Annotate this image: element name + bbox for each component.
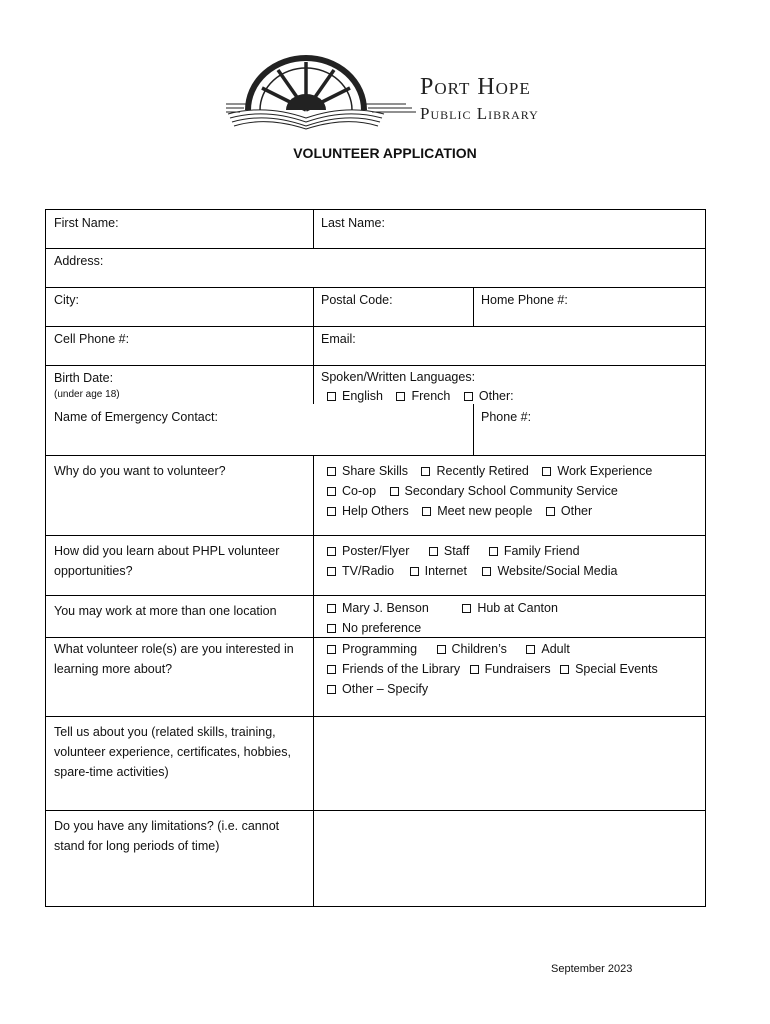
checkbox-share-skills[interactable] bbox=[327, 461, 408, 481]
emergency-contact-field[interactable] bbox=[46, 404, 473, 455]
home-phone-label: Home Phone #: bbox=[481, 293, 568, 307]
checkbox-friends-of-library[interactable] bbox=[327, 659, 460, 679]
postal-code-label: Postal Code: bbox=[321, 293, 393, 307]
option-label: Adult bbox=[541, 642, 570, 656]
emergency-phone-label: Phone #: bbox=[481, 410, 532, 424]
option-label: Secondary School Community Service bbox=[404, 484, 618, 498]
address-label: Address: bbox=[54, 254, 104, 268]
last-name-label: Last Name: bbox=[321, 216, 385, 230]
logo-text-port-hope: Port Hope bbox=[420, 74, 531, 100]
checkbox-secondary-school-service[interactable] bbox=[390, 481, 618, 501]
checkbox-recently-retired[interactable] bbox=[421, 461, 528, 481]
city-label: City: bbox=[54, 293, 79, 307]
option-label: Fundraisers bbox=[484, 662, 551, 676]
page-title: VOLUNTEER APPLICATION bbox=[293, 145, 477, 161]
option-label: Programming bbox=[342, 642, 418, 656]
checkbox-icon bbox=[462, 604, 471, 613]
checkbox-icon bbox=[327, 392, 336, 401]
address-field[interactable] bbox=[46, 248, 705, 287]
checkbox-icon bbox=[327, 467, 336, 476]
checkbox-icon bbox=[489, 547, 498, 556]
about-you-label: Tell us about you (related skills, training, volunteer experience, certificates, hobbies, spare-time activities) bbox=[54, 725, 291, 779]
cell-phone-label: Cell Phone #: bbox=[54, 332, 130, 346]
option-label: Other bbox=[560, 504, 593, 518]
checkbox-fundraisers[interactable] bbox=[470, 659, 551, 679]
why-volunteer-options bbox=[313, 455, 705, 535]
checkbox-other-specify[interactable] bbox=[327, 679, 428, 699]
learn-about-question bbox=[46, 535, 313, 595]
checkbox-adult[interactable] bbox=[526, 639, 570, 659]
why-volunteer-label: Why do you want to volunteer? bbox=[54, 464, 226, 478]
home-phone-field[interactable] bbox=[473, 287, 705, 326]
checkbox-icon bbox=[327, 604, 336, 613]
checkbox-website-social[interactable] bbox=[482, 561, 617, 581]
option-label: Internet bbox=[424, 564, 467, 578]
about-you-question bbox=[46, 716, 313, 810]
checkbox-tv-radio[interactable] bbox=[327, 561, 394, 581]
email-label: Email: bbox=[321, 332, 356, 346]
checkbox-icon bbox=[470, 665, 479, 674]
option-label: Family Friend bbox=[503, 544, 580, 558]
checkbox-icon bbox=[396, 392, 405, 401]
checkbox-icon bbox=[526, 645, 535, 654]
checkbox-icon bbox=[437, 645, 446, 654]
checkbox-icon bbox=[422, 507, 431, 516]
option-label: Friends of the Library bbox=[342, 662, 461, 676]
postal-code-field[interactable] bbox=[313, 287, 473, 326]
first-name-label: First Name: bbox=[54, 216, 119, 230]
option-label: Mary J. Benson bbox=[342, 601, 429, 615]
email-field[interactable] bbox=[313, 326, 705, 365]
checkbox-icon bbox=[482, 567, 491, 576]
checkbox-special-events[interactable] bbox=[560, 659, 658, 679]
option-label: Staff bbox=[443, 544, 470, 558]
checkbox-poster-flyer[interactable] bbox=[327, 541, 409, 561]
checkbox-staff[interactable] bbox=[429, 541, 469, 561]
option-label: Co-op bbox=[342, 484, 377, 498]
limitations-question bbox=[46, 810, 313, 907]
limitations-label: Do you have any limitations? (i.e. cannot stand for long periods of time) bbox=[54, 819, 280, 853]
option-label: Other – Specify bbox=[342, 682, 429, 696]
option-label: TV/Radio bbox=[342, 564, 395, 578]
option-label: Recently Retired bbox=[436, 464, 529, 478]
checkbox-internet[interactable] bbox=[410, 561, 467, 581]
option-label: Website/Social Media bbox=[497, 564, 618, 578]
checkbox-icon bbox=[421, 467, 430, 476]
cell-phone-field[interactable] bbox=[46, 326, 313, 365]
option-label: Special Events bbox=[575, 662, 658, 676]
emergency-contact-label: Name of Emergency Contact: bbox=[54, 410, 218, 424]
city-field[interactable] bbox=[46, 287, 313, 326]
birth-date-note: (under age 18) bbox=[54, 389, 120, 400]
footer-date: September 2023 bbox=[551, 963, 633, 975]
checkbox-help-others[interactable] bbox=[327, 501, 409, 521]
checkbox-co-op[interactable] bbox=[327, 481, 376, 501]
location-question bbox=[46, 595, 313, 637]
about-you-answer[interactable] bbox=[313, 716, 705, 810]
library-logo bbox=[226, 48, 556, 132]
checkbox-icon bbox=[327, 624, 336, 633]
logo-text-public-library: Public Library bbox=[420, 104, 539, 123]
checkbox-icon bbox=[410, 567, 419, 576]
option-label: Children’s bbox=[451, 642, 507, 656]
checkbox-family-friend[interactable] bbox=[489, 541, 580, 561]
checkbox-icon bbox=[464, 392, 473, 401]
option-label: Poster/Flyer bbox=[342, 544, 410, 558]
option-label: No preference bbox=[342, 621, 422, 635]
birth-date-field[interactable] bbox=[46, 365, 313, 404]
limitations-answer[interactable] bbox=[313, 810, 705, 907]
option-label: English bbox=[342, 389, 383, 403]
option-label: Help Others bbox=[342, 504, 409, 518]
checkbox-icon bbox=[327, 487, 336, 496]
checkbox-no-preference[interactable] bbox=[327, 618, 421, 638]
checkbox-icon bbox=[542, 467, 551, 476]
last-name-field[interactable] bbox=[313, 210, 705, 248]
checkbox-programming[interactable] bbox=[327, 639, 417, 659]
emergency-phone-field[interactable] bbox=[473, 404, 705, 455]
checkbox-icon bbox=[327, 567, 336, 576]
learn-about-options bbox=[313, 535, 705, 595]
application-form bbox=[45, 209, 706, 907]
checkbox-icon bbox=[560, 665, 569, 674]
roles-label: What volunteer role(s) are you interested in learning more about? bbox=[54, 642, 294, 676]
checkbox-icon bbox=[327, 507, 336, 516]
location-label: You may work at more than one location bbox=[54, 604, 277, 618]
languages-label: Spoken/Written Languages: bbox=[321, 370, 476, 384]
option-label: Work Experience bbox=[557, 464, 653, 478]
location-options bbox=[313, 595, 705, 637]
option-label: Meet new people bbox=[437, 504, 533, 518]
checkbox-childrens[interactable] bbox=[437, 639, 507, 659]
why-volunteer-question bbox=[46, 455, 313, 535]
checkbox-work-experience[interactable] bbox=[542, 461, 652, 481]
checkbox-icon bbox=[327, 685, 336, 694]
option-label: Share Skills bbox=[342, 464, 408, 478]
checkbox-icon bbox=[546, 507, 555, 516]
checkbox-icon bbox=[390, 487, 399, 496]
checkbox-meet-new-people[interactable] bbox=[422, 501, 532, 521]
first-name-field[interactable] bbox=[46, 210, 313, 248]
checkbox-why-other[interactable] bbox=[546, 501, 592, 521]
checkbox-icon bbox=[327, 645, 336, 654]
learn-about-label: How did you learn about PHPL volunteer opportunities? bbox=[54, 544, 280, 578]
roles-options bbox=[313, 637, 705, 716]
checkbox-hub-at-canton[interactable] bbox=[462, 598, 558, 618]
checkbox-mary-j-benson[interactable] bbox=[327, 598, 429, 618]
option-label: Other: bbox=[478, 389, 514, 403]
book-sunrise-icon bbox=[226, 48, 416, 132]
birth-date-label: Birth Date: bbox=[54, 371, 114, 385]
roles-question bbox=[46, 637, 313, 716]
checkbox-icon bbox=[327, 547, 336, 556]
languages-field bbox=[313, 365, 705, 404]
checkbox-icon bbox=[429, 547, 438, 556]
checkbox-icon bbox=[327, 665, 336, 674]
option-label: Hub at Canton bbox=[477, 601, 558, 615]
option-label: French bbox=[411, 389, 451, 403]
